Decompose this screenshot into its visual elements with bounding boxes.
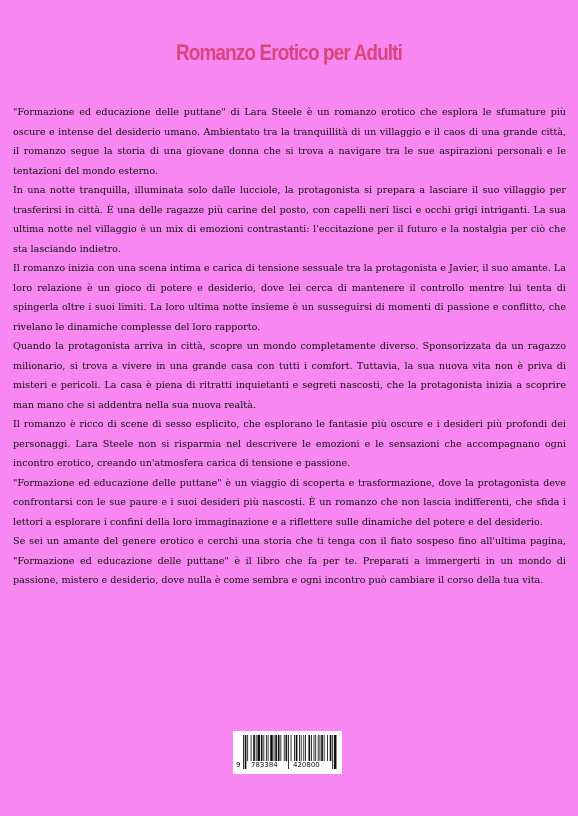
barcode-bar [257, 735, 260, 761]
barcode-bar [280, 735, 281, 761]
barcode-bar [320, 735, 321, 761]
barcode-bar [263, 735, 264, 761]
barcode-digits-left: 783384 [251, 761, 278, 769]
barcode-bar [308, 735, 310, 761]
barcode-bar [296, 735, 298, 761]
barcode-bar [301, 735, 302, 761]
paragraph: Il romanzo è ricco di scene di sesso esplicito, che esplorano le fantasie più oscure e i desideri più profondi dei personaggi. Lara Steele non si risparmia nel descrivere le emozioni e le sensazioni che accompagnano ogni incontro erotico, creando un'atmosfera carica di tensione e passione. [13, 419, 566, 469]
barcode-bar [291, 735, 292, 761]
barcode-bar [253, 735, 255, 761]
barcode-bar [245, 735, 247, 769]
barcode-first-digit: 9 [236, 761, 241, 769]
barcode-bar [314, 735, 315, 761]
barcode-bar [266, 735, 267, 761]
barcode-bar [270, 735, 273, 761]
barcode-bar [321, 735, 323, 761]
barcode-bar [243, 735, 244, 769]
barcode-bar [286, 735, 288, 761]
paragraph: Quando la protagonista arriva in città, scopre un mondo completamente diverso. Sponsorizzata da un ragazzo milionario, si trova a vivere in una grande casa con tutti i comfort. Tuttavia, la sua nuova vita non è priva di misteri e pericoli. La casa è piena di ritratti inquietanti e segreti nascosti, che la protagonista inizia a scoprire man mano che si addentra nella sua nuova realtà. [13, 341, 566, 411]
barcode-bar [324, 735, 325, 761]
page-title: Romanzo Erotico per Adulti [175, 40, 403, 65]
paragraph: "Formazione ed educazione delle puttane" è un viaggio di scoperta e trasformazione, dove la protagonista deve confrontarsi con le sue paure e i suoi desideri più nascosti. È un romanzo che non lascia indifferenti, che sfida i lettori a esplorare i confini della loro immaginazione e a riflettere sulle dinamiche del potere e del desiderio. [13, 477, 566, 528]
barcode-bar [305, 735, 306, 761]
barcode-bar [247, 735, 248, 761]
description-text [13, 103, 566, 591]
barcode-bar [334, 735, 337, 769]
barcode-bar [294, 735, 295, 761]
barcode-bar [315, 735, 316, 761]
barcode-bar [256, 735, 257, 761]
barcode-bar [303, 735, 304, 761]
barcode-bar [261, 735, 263, 761]
barcode-bar [311, 735, 312, 761]
barcode-bar [299, 735, 300, 761]
barcode-bar [274, 735, 275, 761]
barcode-icon [233, 731, 342, 774]
barcode-bar [251, 735, 252, 761]
barcode-digits-right: 420800 [293, 761, 320, 769]
barcode-bar [278, 735, 280, 761]
paragraph: In una notte tranquilla, illuminata solo dalle lucciole, la protagonista si prepara a lasciare il suo villaggio per trasferirsi in città. È una delle ragazze più carine del posto, con capelli neri lisci e occhi grigi intriganti. La sua ultima notte nel villaggio è un mix di emozioni contrastanti: l'eccitazione per il futuro e la nostalgia per ciò che sta lasciando indietro. [13, 185, 566, 255]
barcode-bar [332, 735, 333, 769]
paragraph: "Formazione ed educazione delle puttane" di Lara Steele è un romanzo erotico che esplora le sfumature più oscure e intense del desiderio umano. Ambientato tra la tranquillità di un villaggio e il caos di una grande città, il romanzo segue la storia di una giovane donna che si trova a navigare tra le sue aspirazioni personali e le tentazioni del mondo esterno. [13, 107, 566, 177]
barcode-bar [318, 735, 319, 761]
barcode-bar [288, 735, 289, 769]
paragraph: Se sei un amante del genere erotico e cerchi una storia che ti tenga con il fiato sospeso fino all'ultima pagina, "Formazione ed educazione delle puttane" è il libro che fa per te. Preparati a immergerti in un mondo di passione, mistero e desiderio, dove nulla è come sembra e ogni incontro può cambiare il corso della tua vita. [13, 536, 566, 586]
isbn-barcode [233, 731, 342, 774]
barcode-bar [327, 735, 328, 761]
barcode-bar [330, 735, 332, 761]
barcode-bar [284, 735, 285, 761]
barcode-bar [275, 735, 277, 761]
barcode-bar [268, 735, 269, 761]
paragraph: Il romanzo inizia con una scena intima e carica di tensione sessuale tra la protagonista e Javier, il suo amante. La loro relazione è un gioco di potere e desiderio, dove lei cerca di mantenere il controllo mentre lui tenta di spingerla oltre i suoi limiti. La loro ultima notte insieme è un susseguirsi di momenti di passione e conflitto, che rivelano le dinamiche complesse del loro rapporto. [13, 263, 566, 333]
